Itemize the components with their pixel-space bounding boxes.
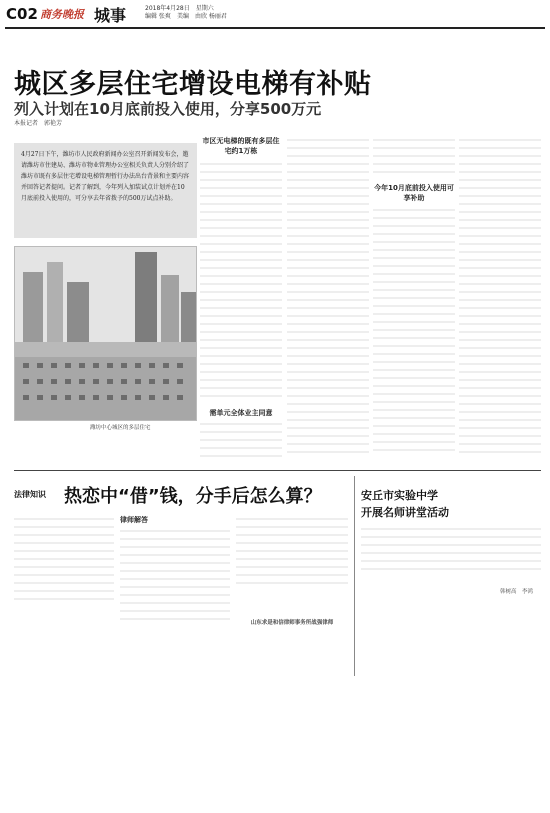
article-subhead: 列入计划在10月底前投入使用，分享500万元	[14, 100, 322, 118]
column-divider	[354, 476, 355, 676]
section-title: 城事	[94, 6, 127, 25]
article-column-4	[373, 206, 455, 462]
designer-credit: 美编	[176, 13, 189, 20]
issue-weekday: 星期六	[195, 5, 214, 12]
section-divider	[14, 470, 541, 471]
law-section-tag: 法律知识	[14, 490, 46, 499]
buildings-photo	[14, 246, 197, 421]
law-firm-credit: 山东求是和信律师事务所战强律师	[250, 620, 334, 626]
law-column-2	[120, 515, 230, 665]
law-column-1	[14, 515, 114, 665]
header-rule	[5, 27, 545, 29]
school-article-author: 韩树高 李鸿	[500, 589, 534, 595]
school-article-title	[361, 487, 449, 521]
page-number: C02	[6, 5, 38, 23]
editor-credit: 编辑 张爽	[145, 13, 171, 20]
school-article-body	[361, 525, 541, 585]
subsection-heading-1: 市区无电梯的既有多层住宅约1万栋	[202, 137, 280, 155]
header-meta	[145, 5, 345, 21]
article-column-2-tail	[200, 420, 282, 462]
law-article-title: 热恋中“借”钱，分手后怎么算？	[64, 486, 322, 507]
article-column-3	[287, 136, 369, 462]
newspaper-logo: 商务晚报	[40, 8, 84, 21]
article-column-2	[200, 160, 282, 406]
photo-caption: 潍坊中心城区的多层住宅	[90, 425, 151, 431]
article-headline: 城区多层住宅增设电梯有补贴	[14, 69, 372, 100]
subsection-heading-3: 今年10月底前投入使用可享补助	[374, 184, 454, 202]
article-column-5	[459, 136, 541, 462]
issue-date: 2018年4月28日	[145, 5, 190, 12]
article-lead: 4月27日下午，潍坊市人民政府新闻办公室召开新闻发布会，邀请潍坊市住建局、潍坊市物业管理办公室相关负责人分别介绍了潍坊市既有多层住宅增设电梯管理暂行办法出台背景和主要内容并回答记者提问。记者了解到，今年列入加装试点计划并在10月底前投入使用的，可分享去年省拨予的500万试点补助。	[14, 143, 197, 238]
subsection-heading-2: 需单元全体业主同意	[209, 409, 273, 417]
school-title-line-2: 开展名师讲堂活动	[361, 506, 449, 519]
reviewer-credit: 由欣 杨丽君	[194, 13, 227, 20]
article-byline: 本报记者 郭艳芳	[14, 120, 63, 127]
article-column-4-top	[373, 136, 455, 180]
school-title-line-1: 安丘市实验中学	[361, 489, 438, 502]
lawyer-answer-heading: 律师解答	[120, 516, 148, 524]
law-column-3	[236, 515, 348, 665]
